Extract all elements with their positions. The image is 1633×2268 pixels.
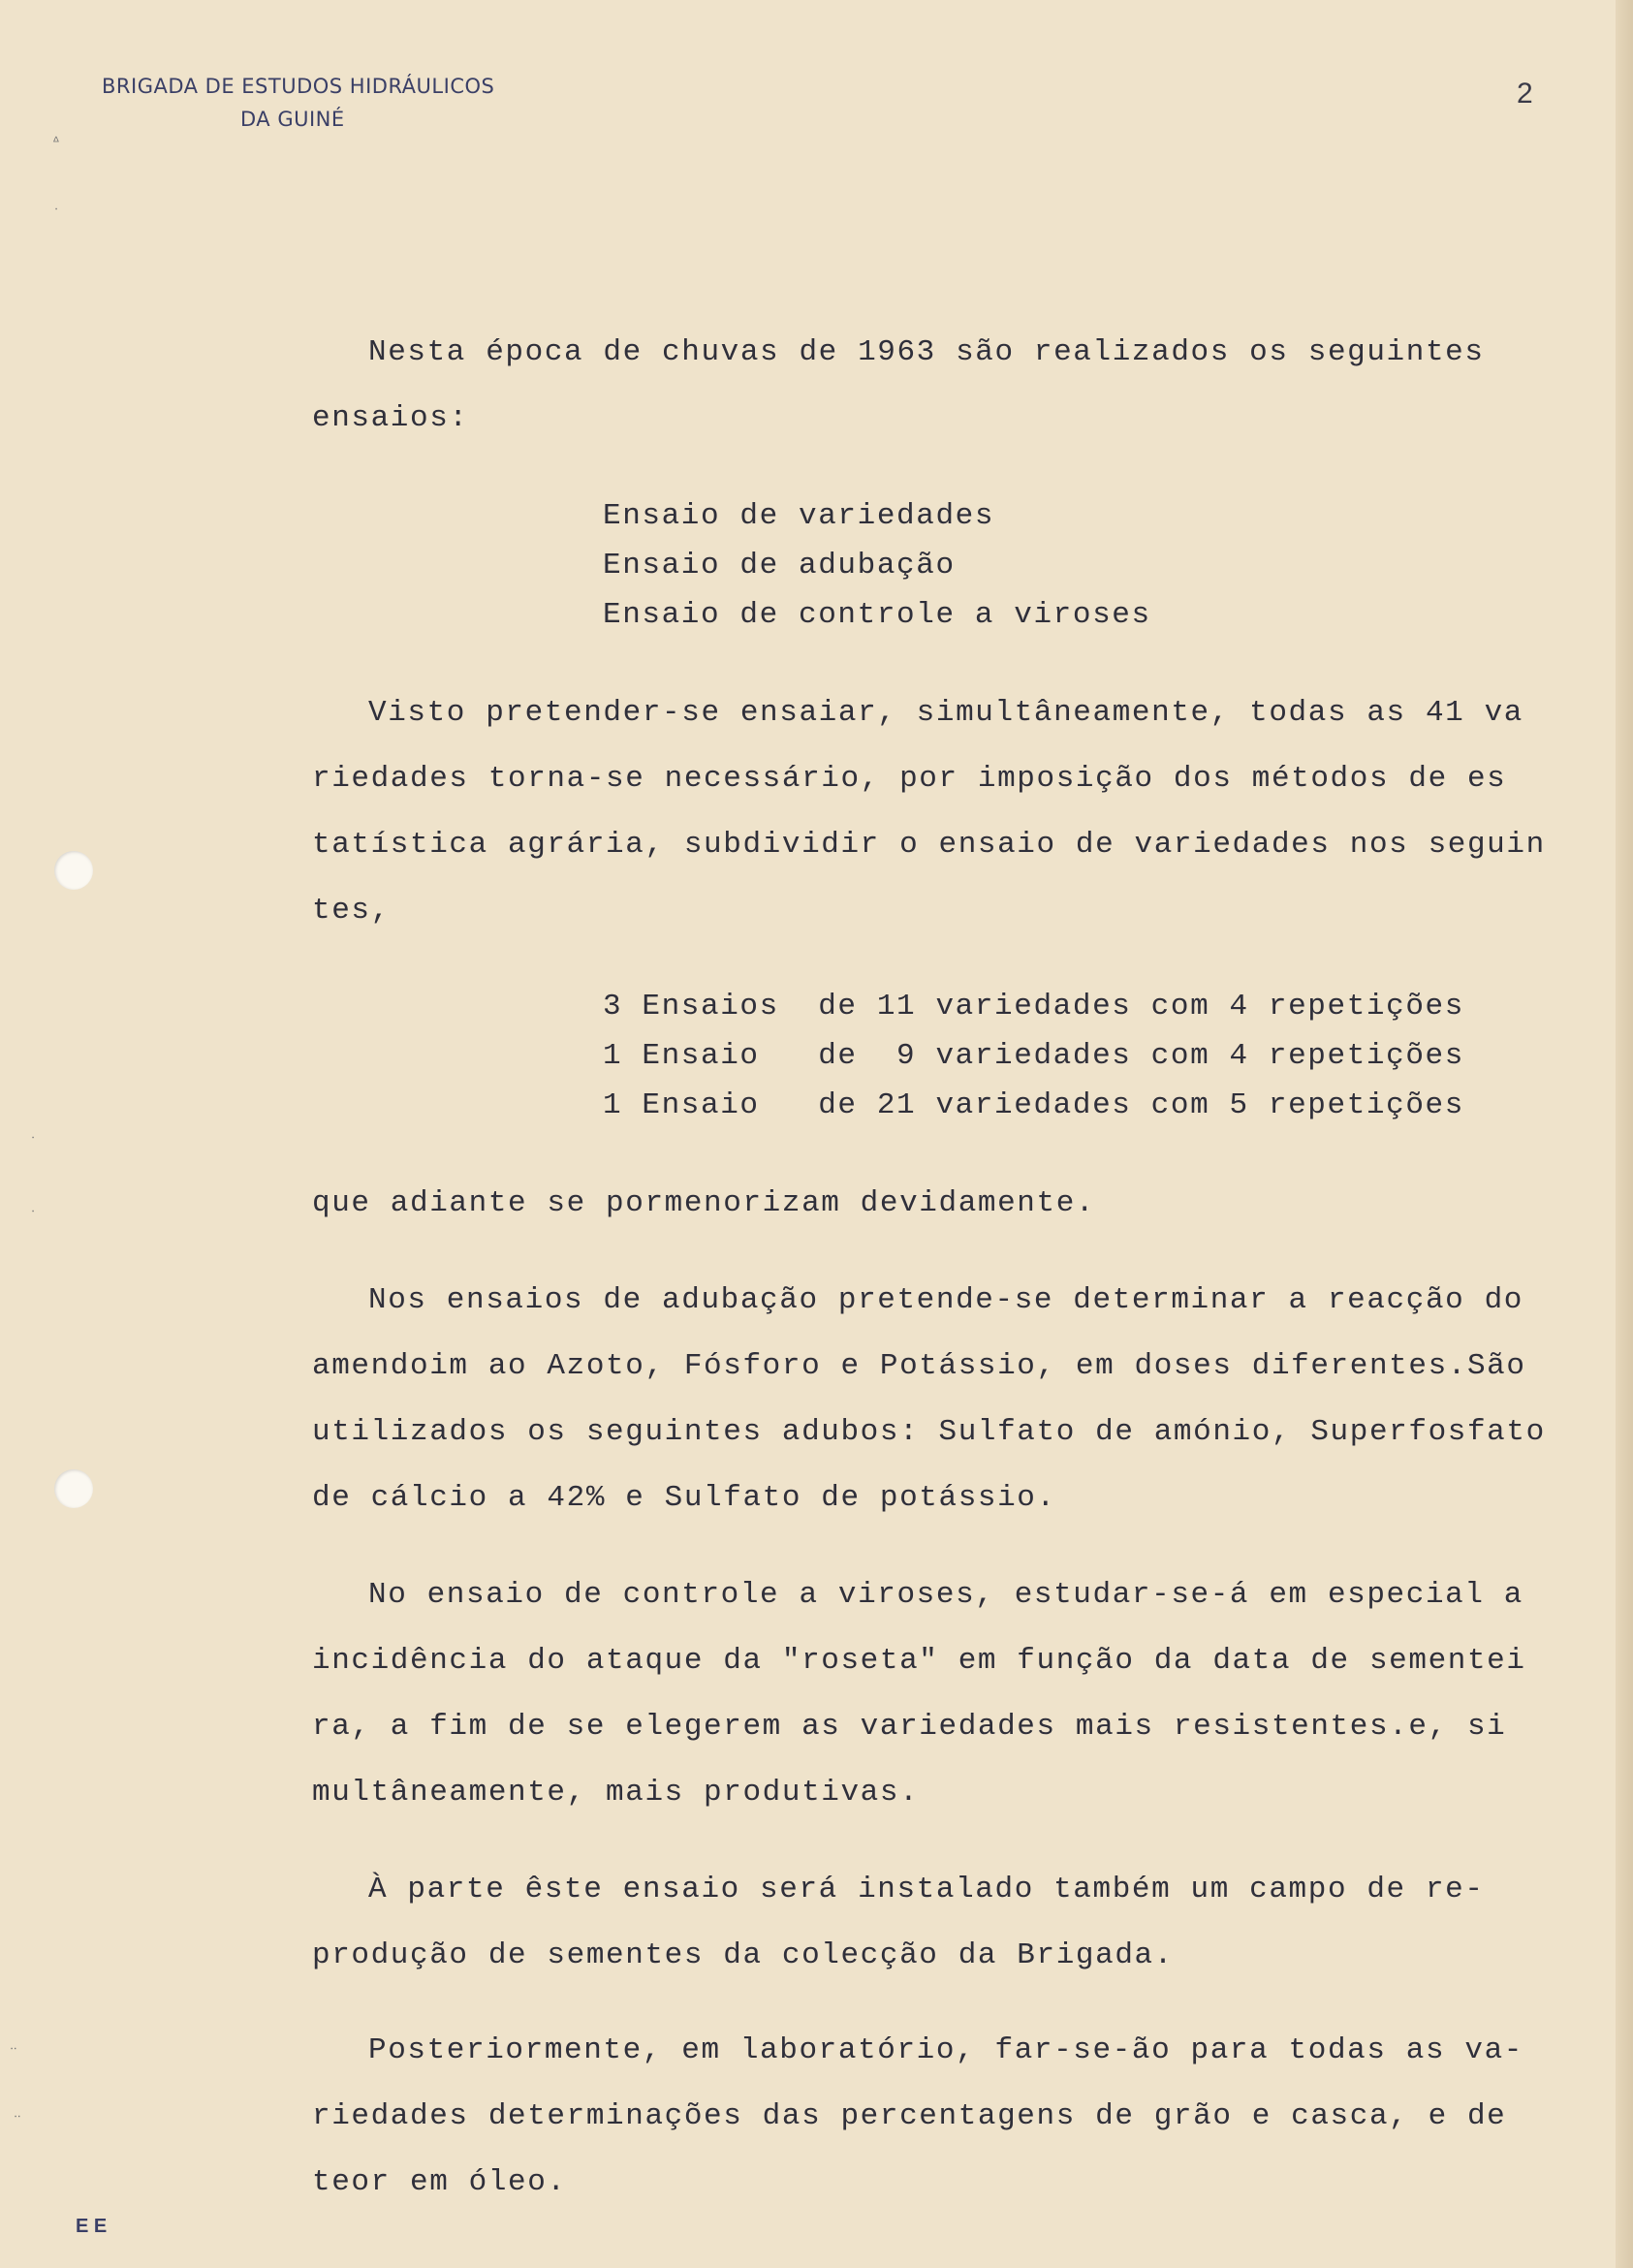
list-item: Ensaio de variedades [603, 499, 995, 533]
text-line: Visto pretender-se ensaiar, simultâneamente, todas as 41 va [368, 696, 1523, 730]
paragraph-5 [312, 1562, 1553, 1826]
text-line: Posteriormente, em laboratório, far-se-ão para todas as va- [368, 2033, 1523, 2067]
list-item: Ensaio de adubação [603, 549, 956, 583]
margin-mark: ᐝᐝ [10, 2045, 17, 2061]
text-line: multâneamente, mais produtivas. [312, 1776, 920, 1810]
list-item: 1 Ensaio de 9 variedades com 4 repetições [603, 1039, 1464, 1073]
text-line: Nos ensaios de adubação pretende-se determinar a reacção do [368, 1283, 1523, 1317]
letterhead-line-2: DA GUINÉ [240, 108, 345, 131]
list-item: Ensaio de controle a viroses [603, 598, 1151, 632]
page-number: 2 [1517, 78, 1533, 110]
text-line: utilizados os seguintes adubos: Sulfato de amónio, Superfosfato [312, 1415, 1546, 1449]
paragraph-3 [312, 1171, 1553, 1237]
margin-mark: ᐝ [31, 1208, 35, 1223]
text-line: de cálcio a 42% e Sulfato de potássio. [312, 1481, 1056, 1515]
text-line: ra, a fim de se elegerem as variedades mais resistentes.e, si [312, 1710, 1507, 1744]
punch-hole-top [54, 851, 93, 890]
text-line: teor em óleo. [312, 2165, 567, 2199]
margin-mark: ᐝᐝ [14, 2113, 21, 2128]
list-item: 1 Ensaio de 21 variedades com 5 repetições [603, 1088, 1464, 1122]
paragraph-6 [312, 1857, 1553, 1989]
margin-mark: ᐝ [54, 205, 58, 221]
paper-edge [1616, 0, 1633, 2268]
text-line: produção de sementes da colecção da Brigada. [312, 1938, 1174, 1972]
punch-hole-bottom [54, 1469, 93, 1508]
text-line: ensaios: [312, 401, 469, 435]
paragraph-1 [312, 320, 1553, 452]
variety-trials-list [603, 982, 1464, 1130]
list-item: 3 Ensaios de 11 variedades com 4 repetições [603, 990, 1464, 1024]
trial-list [603, 491, 1151, 640]
footer-code: E E [76, 2216, 108, 2237]
text-line: amendoim ao Azoto, Fósforo e Potássio, em doses diferentes.São [312, 1349, 1526, 1383]
letterhead [102, 70, 494, 136]
text-line: riedades torna-se necessário, por imposição dos métodos de es [312, 762, 1507, 796]
paragraph-7 [312, 2018, 1553, 2216]
margin-mark: ᐝ [31, 1134, 35, 1150]
text-line: que adiante se pormenorizam devidamente. [312, 1186, 1096, 1220]
text-line: Nesta época de chuvas de 1963 são realizados os seguintes [368, 335, 1485, 369]
text-line: tes, [312, 894, 391, 928]
text-line: tatística agrária, subdividir o ensaio de variedades nos seguin [312, 828, 1546, 862]
letterhead-line-1: BRIGADA DE ESTUDOS HIDRÁULICOS [102, 75, 495, 98]
paragraph-4 [312, 1268, 1553, 1531]
margin-mark: ᐞ [52, 134, 60, 149]
text-line: riedades determinações das percentagens de grão e casca, e de [312, 2099, 1507, 2133]
text-line: À parte êste ensaio será instalado também um campo de re- [368, 1873, 1485, 1906]
paragraph-2 [312, 680, 1553, 944]
text-line: incidência do ataque da "roseta" em função da data de sementei [312, 1644, 1526, 1678]
text-line: No ensaio de controle a viroses, estudar-se-á em especial a [368, 1578, 1523, 1612]
